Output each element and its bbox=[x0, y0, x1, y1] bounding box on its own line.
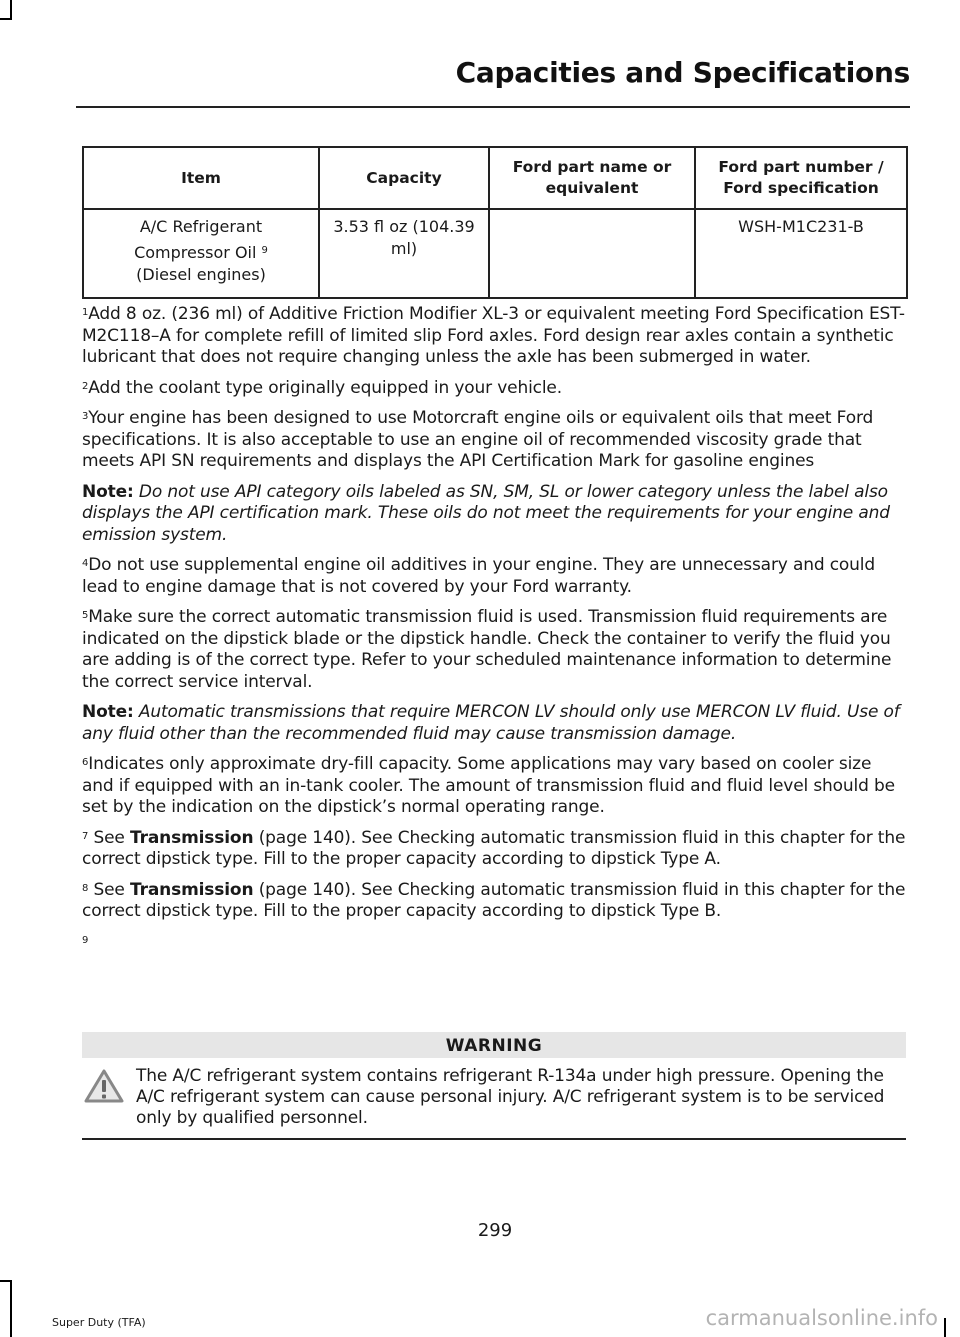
cell-capacity: 3.53 fl oz (104.39 ml) bbox=[319, 209, 489, 298]
crop-mark bbox=[10, 0, 12, 18]
footnote-7: $^7$ See Transmission (page 140). See Checking automatic transmission fluid in this chapter for the correct dipstick type. Fill to the proper capacity according to dipstick Type A. bbox=[82, 827, 906, 869]
capacities-table bbox=[82, 146, 908, 299]
note-transmission: Note: Automatic transmissions that require MERCON LV should only use MERCON LV fluid. Use of any fluid other than the recommended fluid may cause transmission damage. bbox=[82, 702, 900, 744]
footnote-6: $^6$Indicates only approximate dry-fill capacity. Some applications may vary based on cooler size and if equipped with an in-tank cooler. The amount of transmission fluid and fluid level should be set by the indication on the dipstick’s normal operating range. bbox=[82, 754, 895, 817]
cell-part-number: WSH-M1C231-B bbox=[695, 209, 907, 298]
footer-model: Super Duty (TFA) bbox=[52, 1316, 146, 1329]
crop-mark bbox=[0, 1280, 12, 1282]
warning-text: The A/C refrigerant system contains refrigerant R-134a under high pressure. Opening the A/C refrigerant system can cause personal injury. A/C refrigerant system is to be serviced only by qualified personnel. bbox=[136, 1066, 885, 1128]
footnote-5: $^5$Make sure the correct automatic transmission fluid is used. Transmission fluid requirements are indicated on the dipstick blade or the dipstick handle. Check the container to verify the fluid you are adding is of the correct type. Refer to your scheduled maintenance information to determine the correct service interval. bbox=[82, 607, 892, 692]
table-row bbox=[83, 209, 907, 298]
warning-heading: WARNING bbox=[82, 1032, 906, 1058]
crop-mark bbox=[0, 18, 12, 20]
table-header-row bbox=[83, 147, 907, 209]
footnotes bbox=[82, 304, 908, 962]
header-part-number: Ford part number / Ford specification bbox=[695, 147, 907, 209]
page-number: 299 bbox=[477, 1220, 513, 1241]
cell-part-name bbox=[489, 209, 695, 298]
note-oil: Note: Do not use API category oils labeled as SN, SM, SL or lower category unless the label also displays the API certification mark. These oils do not meet the requirements for your engine and emission system. bbox=[82, 481, 890, 545]
footnote-2: $^2$Add the coolant type originally equipped in your vehicle. bbox=[82, 377, 562, 398]
footnote-4: $^4$Do not use supplemental engine oil additives in your engine. They are unnecessary and could lead to engine damage that is not covered by your Ford warranty. bbox=[82, 555, 876, 597]
item-line: Compressor Oil $^9$ bbox=[134, 243, 268, 262]
footnote-8: $^8$ See Transmission (page 140). See Checking automatic transmission fluid in this chapter for the correct dipstick type. Fill to the proper capacity according to dipstick Type B. bbox=[82, 879, 906, 921]
header-capacity: Capacity bbox=[319, 147, 489, 209]
cell-item bbox=[83, 209, 319, 298]
page-title: Capacities and Specifications bbox=[455, 56, 910, 89]
item-line: A/C Refrigerant bbox=[139, 217, 263, 236]
header-part-name: Ford part name or equivalent bbox=[489, 147, 695, 209]
footnote-1: $^1$Add 8 oz. (236 ml) of Additive Friction Modifier XL-3 or equivalent meeting Ford Specification EST-M2C118–A for complete refill of limited slip Ford axles. Ford design rear axles contain a synthetic lubricant that does not require changing unless the axle has been submerged in water. bbox=[82, 304, 905, 367]
crop-mark bbox=[944, 1318, 946, 1337]
warning-triangle-icon bbox=[84, 1068, 124, 1104]
crop-mark bbox=[10, 1280, 12, 1337]
transmission-link[interactable]: Transmission bbox=[130, 879, 254, 900]
transmission-link[interactable]: Transmission bbox=[130, 827, 254, 848]
footnote-ref: 9 bbox=[261, 245, 268, 256]
footnote-9: 9 bbox=[82, 934, 89, 946]
item-line: (Diesel engines) bbox=[136, 265, 266, 284]
watermark[interactable]: carmanualsonline.info bbox=[705, 1306, 938, 1330]
title-rule bbox=[76, 106, 910, 108]
header-item: Item bbox=[83, 147, 319, 209]
warning-rule bbox=[82, 1138, 906, 1140]
footnote-3: $^3$Your engine has been designed to use Motorcraft engine oils or equivalent oils that meet Ford specifications. It is also acceptable to use an engine oil of recommended viscosity grade that meets API SN requirements and displays the API Certification Mark for gasoline engines bbox=[82, 408, 874, 471]
